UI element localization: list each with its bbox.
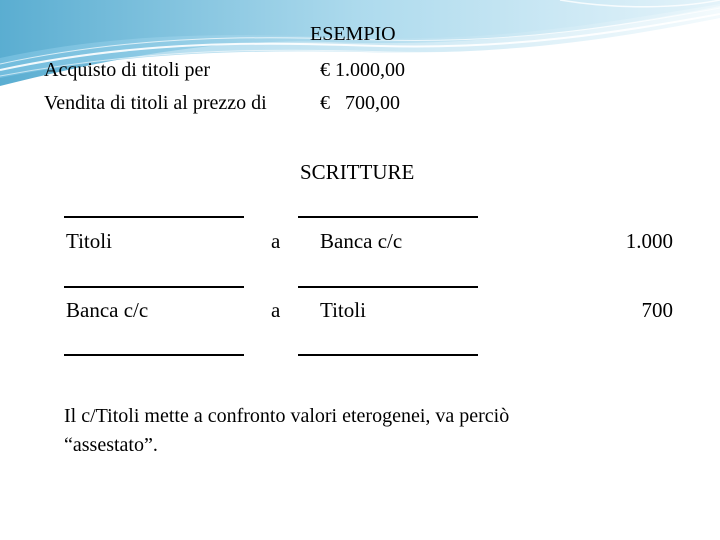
rule-right-bottom: [298, 354, 478, 356]
entry-1-credit: Banca c/c: [320, 229, 403, 253]
note-line-2: “assestato”.: [64, 434, 158, 456]
rule-right-middle: [298, 286, 478, 288]
entry-2-amount: 700: [641, 298, 673, 322]
entry-2-connector: a: [271, 298, 281, 322]
rule-right-top: [298, 216, 478, 218]
row-vendita-label: Vendita di titoli al prezzo di: [44, 92, 267, 114]
row-acquisto-value: € 1.000,00: [320, 59, 405, 81]
row-vendita-value: € 700,00: [320, 92, 400, 114]
entry-2-credit: Titoli: [320, 298, 366, 322]
rule-left-top: [64, 216, 244, 218]
row-acquisto-label: Acquisto di titoli per: [44, 59, 211, 81]
slide-title: ESEMPIO: [310, 23, 396, 45]
note-line-1: Il c/Titoli mette a confronto valori eterogenei, va perciò: [64, 405, 510, 427]
entry-2-debit: Banca c/c: [66, 298, 149, 322]
entry-1-debit: Titoli: [66, 229, 112, 253]
section-title: SCRITTURE: [300, 160, 415, 184]
rule-left-bottom: [64, 354, 244, 356]
entry-1-connector: a: [271, 229, 281, 253]
rule-left-middle: [64, 286, 244, 288]
entry-1-amount: 1.000: [625, 229, 673, 253]
